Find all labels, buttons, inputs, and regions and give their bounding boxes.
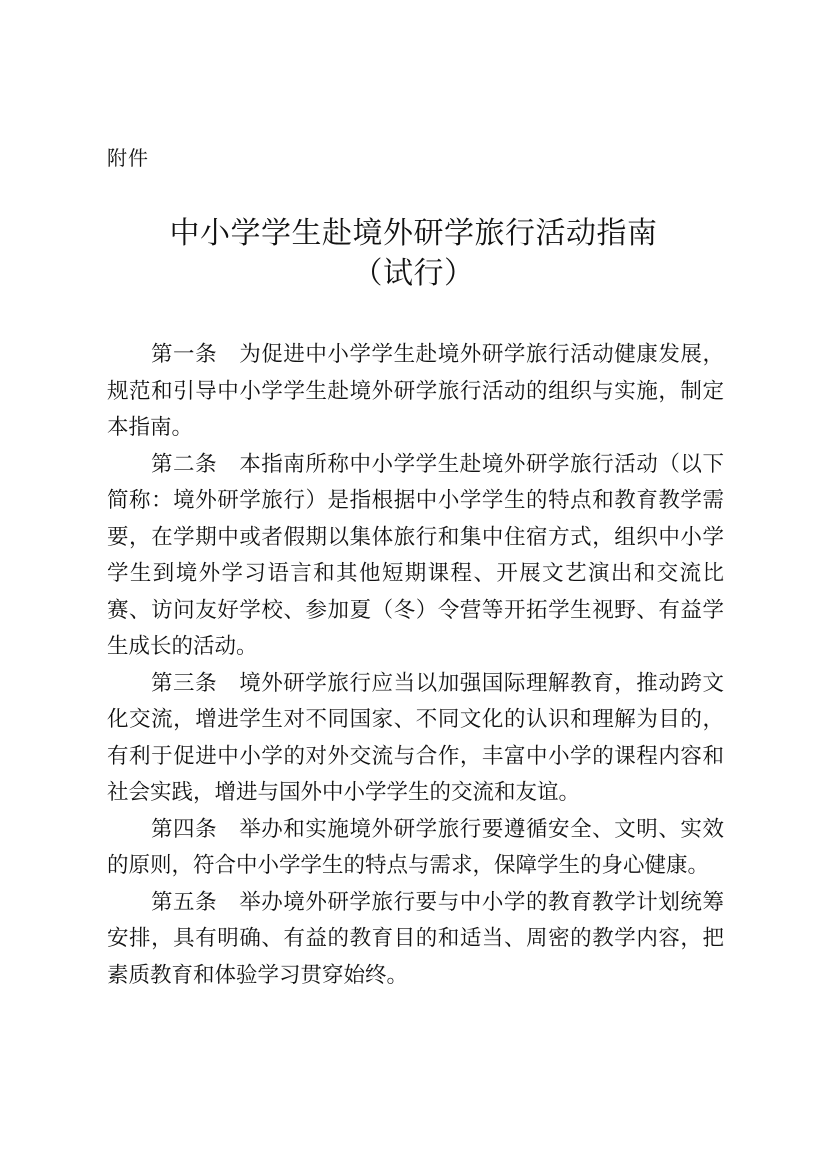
article-number: 第二条 [151,451,218,477]
article-number: 第一条 [151,342,218,367]
article-number: 第五条 [151,889,218,915]
article-text: 举办和实施境外研学旅行要遵循安全、文明、实效的原则，符合中小学学生的特点与需求，保障学生的身心健康。 [107,816,724,878]
attachment-label: 附件 [107,146,149,170]
article-5 [107,885,724,995]
article-2 [107,447,724,666]
article-number: 第三条 [151,670,218,696]
document-subtitle: （试行） [352,256,475,291]
article-number: 第四条 [151,816,218,842]
article-text: 为促进中小学学生赴境外研学旅行活动健康发展，规范和引导中小学学生赴境外研学旅行活动的组织与实施，制定本指南。 [107,342,724,440]
article-4 [107,812,724,885]
document-body [107,337,724,994]
article-text: 本指南所称中小学学生赴境外研学旅行活动（以下简称：境外研学旅行）是指根据中小学学生的特点和教育教学需要，在学期中或者假期以集体旅行和集中住宿方式，组织中小学学生到境外学习语言和其他短期课程、开展文艺演出和交流比赛、访问友好学校、参加夏（冬）令营等开拓学生视野、有益学生成长的活动。 [107,451,724,659]
document-title: 中小学学生赴境外研学旅行活动指南 [169,216,658,251]
article-3 [107,666,724,812]
article-text: 举办境外研学旅行要与中小学的教育教学计划统筹安排，具有明确、有益的教育目的和适当、周密的教学内容，把素质教育和体验学习贯穿始终。 [107,889,724,988]
article-1 [107,337,724,447]
article-text: 境外研学旅行应当以加强国际理解教育，推动跨文化交流，增进学生对不同国家、不同文化的认识和理解为目的，有利于促进中小学的对外交流与合作，丰富中小学的课程内容和社会实践，增进与国外中小学学生的交流和友谊。 [107,670,724,805]
